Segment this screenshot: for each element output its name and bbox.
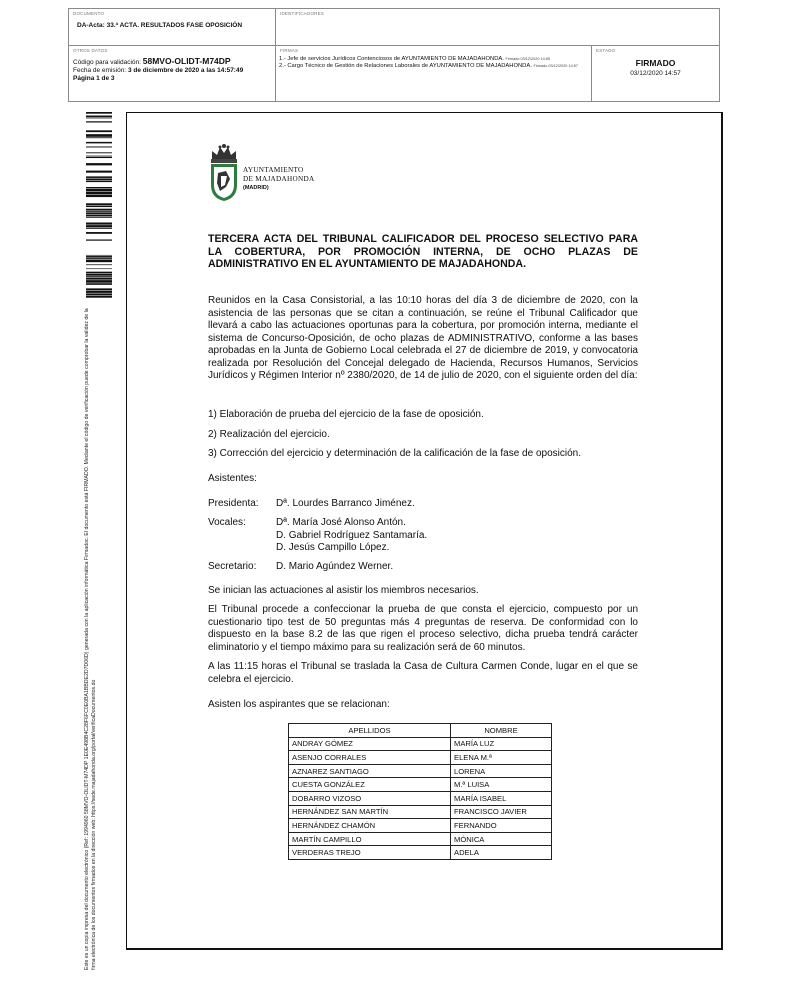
estado-value: FIRMADO — [635, 58, 676, 68]
signature-header-box — [68, 8, 720, 102]
cell-apellidos: MARTÍN CAMPILLO — [289, 832, 451, 846]
firma-2: 2.- Cargo Técnico de Gestión de Relaciones Laborales de AYUNTAMIENTO DE MAJADAHONDA. — [279, 62, 532, 69]
documento-label: DOCUMENTO — [73, 11, 105, 16]
estado-cell — [592, 46, 719, 101]
otros-datos-label: OTROS DATOS — [73, 48, 108, 53]
documento-cell — [69, 9, 276, 46]
cell-apellidos: HERNÁNDEZ SAN MARTÍN — [289, 805, 451, 819]
cell-nombre: MÓNICA — [451, 832, 552, 846]
identificadores-cell — [276, 9, 719, 46]
verification-side-text: Este es un copia impresa del documento electrónico (Ref: 1994960 58MVO-OLIDT-M74DP 1E0E498B4C28F6FC0E0BA1BBDE2D7D06D) generada con la aplicación informática Firmadoc. El documento está FIRMADO. Mediante el código de verificación puede comprobar la validez de la firma electrónica de los documentos firmados en la dirección web: https://sede.majadahonda.org/portal/verificaDocumentos.do — [84, 308, 97, 970]
column-header-apellidos: APELLIDOS — [289, 724, 451, 738]
paragraph-aspirantes: Asisten los aspirantes que se relacionan: — [208, 699, 390, 710]
vocal-3: D. Jesús Campillo López. — [276, 542, 390, 553]
paragraph-inicio: Se inician las actuaciones al asistir los miembros necesarios. — [208, 585, 479, 596]
coat-of-arms-icon — [206, 143, 242, 203]
cell-apellidos: ASENJO CORRALES — [289, 751, 451, 765]
intro-paragraph: Reunidos en la Casa Consistorial, a las 10:10 horas del día 3 de diciembre de 2020, con la asistencia de las personas que se citan a continuación, se reúne el Tribunal Calificador que llevará a cabo las actuaciones oportunas para la cobertura, por promoción interna, mediante el sistema de Concurso-Oposición, de ocho plazas de ADMINISTRATIVO, conforme a las bases aprobadas en la Junta de Gobierno Local celebrada el 27 de diciembre de 2019, y convocatoria realizada por Resolución del Concejal delegado de Hacienda, Recursos Humanos, Servicios Jurídicos y Régimen Interior nº 2380/2020, de 14 de julio de 2020, con el siguiente orden del día: — [208, 295, 638, 381]
table-row — [289, 751, 552, 765]
agenda-item-3: 3) Corrección del ejercicio y determinación de la calificación de la fase de oposición. — [208, 448, 581, 459]
cell-apellidos: AZNAREZ SANTIAGO — [289, 764, 451, 778]
cell-apellidos: ANDRAY GÓMEZ — [289, 737, 451, 751]
fecha-value: 3 de diciembre de 2020 a las 14:57:49 — [127, 67, 244, 74]
logo-line-1: AYUNTAMIENTO — [243, 166, 304, 174]
secretario-value: D. Mario Agúndez Werner. — [276, 561, 394, 572]
codigo-value: 58MVO-OLIDT-M74DP — [142, 56, 231, 66]
pagina-indicator: Página 1 de 3 — [73, 75, 115, 82]
asistentes-label: Asistentes: — [208, 473, 257, 484]
agenda-item-2: 2) Realización del ejercicio. — [208, 429, 330, 440]
estado-label: ESTADO — [596, 48, 616, 53]
logo-name — [243, 166, 314, 184]
firma-1: 1.- Jefe de servicios Jurídicos Contenciosos de AYUNTAMIENTO DE MAJADAHONDA. — [279, 56, 504, 62]
table-row — [289, 764, 552, 778]
cell-nombre: M.ª LUISA — [451, 778, 552, 792]
cell-apellidos: DOBARRO VIZOSO — [289, 791, 451, 805]
cell-nombre: FRANCISCO JAVIER — [451, 805, 552, 819]
table-row — [289, 832, 552, 846]
table-row — [289, 805, 552, 819]
cell-nombre: ADELA — [451, 846, 552, 860]
firma-2-date: Firmado 03/12/2020 14:57 — [533, 63, 578, 68]
table-row — [289, 737, 552, 751]
column-header-nombre: NOMBRE — [451, 724, 552, 738]
paragraph-traslado: A las 11:15 horas el Tribunal se traslada la Casa de Cultura Carmen Conde, lugar en el que se celebra el ejercicio. — [208, 661, 638, 685]
vocales-label: Vocales: — [208, 517, 246, 528]
documento-text: DA-Acta: 33.ª ACTA. RESULTADOS FASE OPOSICIÓN — [77, 22, 243, 29]
cell-nombre: FERNANDO — [451, 819, 552, 833]
firmas-cell — [276, 46, 592, 101]
barcode-icon — [86, 112, 112, 298]
firmas-label: FIRMAS — [280, 48, 299, 53]
cell-nombre: ELENA M.ª — [451, 751, 552, 765]
firma-1-date: Firmado 03/12/2020 14:55 — [505, 57, 551, 61]
estado-date: 03/12/2020 14:57 — [630, 70, 681, 77]
cell-apellidos: CUESTA GONZÁLEZ — [289, 778, 451, 792]
cell-nombre: LORENA — [451, 764, 552, 778]
otros-datos-text — [73, 57, 275, 83]
cell-apellidos: VERDERAS TREJO — [289, 846, 451, 860]
cell-nombre: MARÍA LUZ — [451, 737, 552, 751]
candidates-table — [288, 723, 552, 860]
vocales-list — [276, 517, 427, 555]
identificadores-label: IDENTIFICADORES — [280, 11, 325, 16]
presidenta-value: Dª. Lourdes Barranco Jiménez. — [276, 498, 415, 509]
agenda-item-1: 1) Elaboración de prueba del ejercicio de la fase de oposición. — [208, 409, 484, 420]
table-row — [289, 846, 552, 860]
table-row — [289, 791, 552, 805]
presidenta-label: Presidenta: — [208, 498, 259, 509]
table-row — [289, 778, 552, 792]
document-title: TERCERA ACTA DEL TRIBUNAL CALIFICADOR DEL PROCESO SELECTIVO PARA LA COBERTURA, POR PROMOCIÓN INTERNA, DE OCHO PLAZAS DE ADMINISTRATIVO EN EL AYUNTAMIENTO DE MAJADAHONDA. — [208, 233, 638, 270]
table-row — [289, 819, 552, 833]
secretario-label: Secretario: — [208, 561, 257, 572]
otros-datos-cell — [69, 46, 276, 101]
table-header-row — [289, 724, 552, 738]
paragraph-prueba: El Tribunal procede a confeccionar la prueba de que consta el ejercicio, compuesto por un cuestionario tipo test de 50 preguntas más 4 preguntas de reserva. De conformidad con lo dispuesto en la base 8.2 de las que rigen el proceso selectivo, dicha prueba tendrá carácter eliminatorio y el tiempo máximo para su realización será de 60 minutos. — [208, 604, 638, 653]
fecha-label: Fecha de emisión: — [73, 67, 127, 74]
vocal-1: Dª. María José Alonso Antón. — [276, 517, 406, 528]
logo-madrid: (MADRID) — [243, 185, 269, 191]
firmas-list — [279, 56, 589, 69]
cell-apellidos: HERNÁNDEZ CHAMÓN — [289, 819, 451, 833]
codigo-label: Código para validación: — [73, 59, 141, 66]
vocal-2: D. Gabriel Rodríguez Santamaría. — [276, 529, 428, 541]
cell-nombre: MARÍA ISABEL — [451, 791, 552, 805]
logo-line-2: DE MAJADAHONDA — [243, 175, 315, 183]
